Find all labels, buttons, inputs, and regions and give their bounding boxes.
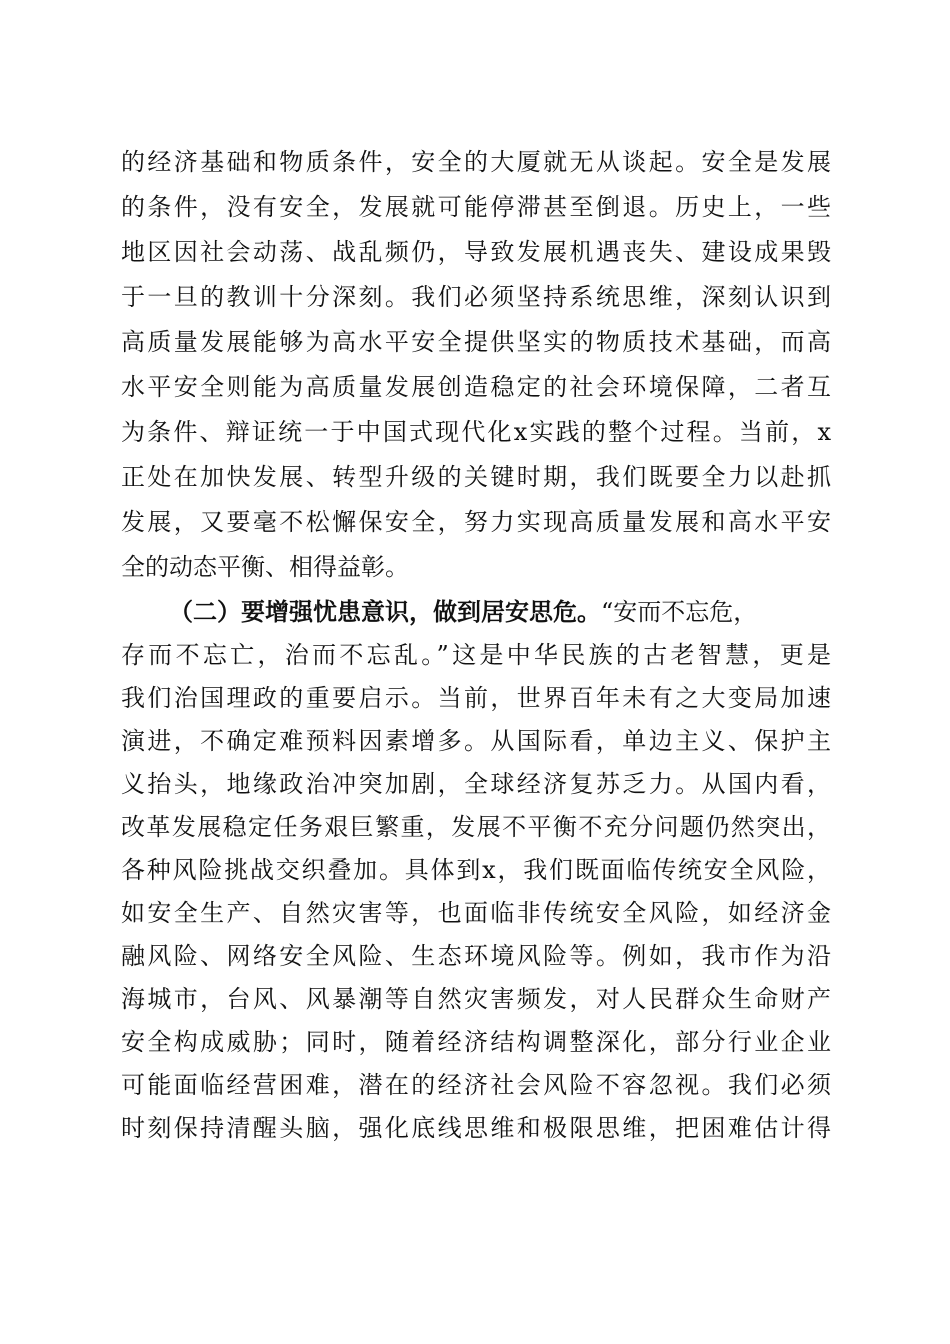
section-two-first-line [169, 592, 831, 632]
section-heading: （二）要增强忧患意识，做到居安思危。 [169, 597, 601, 626]
paragraph-line: 各种风险挑战交织叠加。具体到x，我们既面临传统安全风险， [121, 856, 831, 884]
paragraph-line: 我们治国理政的重要启示。当前，世界百年未有之大变局加速 [121, 684, 831, 712]
paragraph-line: 安全构成威胁；同时，随着经济结构调整深化，部分行业企业 [121, 1028, 831, 1056]
paragraph-line: 义抬头，地缘政治冲突加剧，全球经济复苏乏力。从国内看， [121, 770, 831, 798]
paragraph-line: 高质量发展能够为高水平安全提供坚实的物质技术基础，而高 [121, 328, 831, 356]
section-two-quote-start: “安而不忘危， [601, 598, 758, 626]
paragraph-line: 水平安全则能为高质量发展创造稳定的社会环境保障，二者互 [121, 373, 831, 401]
paragraph-line: 时刻保持清醒头脑，强化底线思维和极限思维，把困难估计得 [121, 1114, 831, 1142]
paragraph-line: 改革发展稳定任务艰巨繁重，发展不平衡不充分问题仍然突出， [121, 813, 831, 841]
paragraph-line: 于一旦的教训十分深刻。我们必须坚持系统思维，深刻认识到 [121, 283, 831, 311]
paragraph-line: 演进，不确定难预料因素增多。从国际看，单边主义、保护主 [121, 727, 831, 755]
paragraph-line: 地区因社会动荡、战乱频仍，导致发展机遇丧失、建设成果毁 [121, 238, 831, 266]
paragraph-line: 正处在加快发展、转型升级的关键时期，我们既要全力以赴抓 [121, 463, 831, 491]
paragraph-line: 海城市，台风、风暴潮等自然灾害频发，对人民群众生命财产 [121, 985, 831, 1013]
paragraph-line: 全的动态平衡、相得益彰。 [121, 553, 409, 581]
paragraph-line: 如安全生产、自然灾害等，也面临非传统安全风险，如经济金 [121, 899, 831, 927]
paragraph-line: 发展，又要毫不松懈保安全，努力实现高质量发展和高水平安 [121, 508, 831, 536]
paragraph-line: 的条件，没有安全，发展就可能停滞甚至倒退。历史上，一些 [121, 193, 831, 221]
paragraph-line: 的经济基础和物质条件，安全的大厦就无从谈起。安全是发展 [121, 148, 831, 176]
paragraph-line: 为条件、辩证统一于中国式现代化x实践的整个过程。当前，x [121, 418, 831, 446]
paragraph-line: 融风险、网络安全风险、生态环境风险等。例如，我市作为沿 [121, 942, 831, 970]
paragraph-line: 可能面临经营困难，潜在的经济社会风险不容忽视。我们必须 [121, 1071, 831, 1099]
paragraph-line: 存而不忘亡，治而不忘乱。”这是中华民族的古老智慧，更是 [121, 641, 831, 669]
